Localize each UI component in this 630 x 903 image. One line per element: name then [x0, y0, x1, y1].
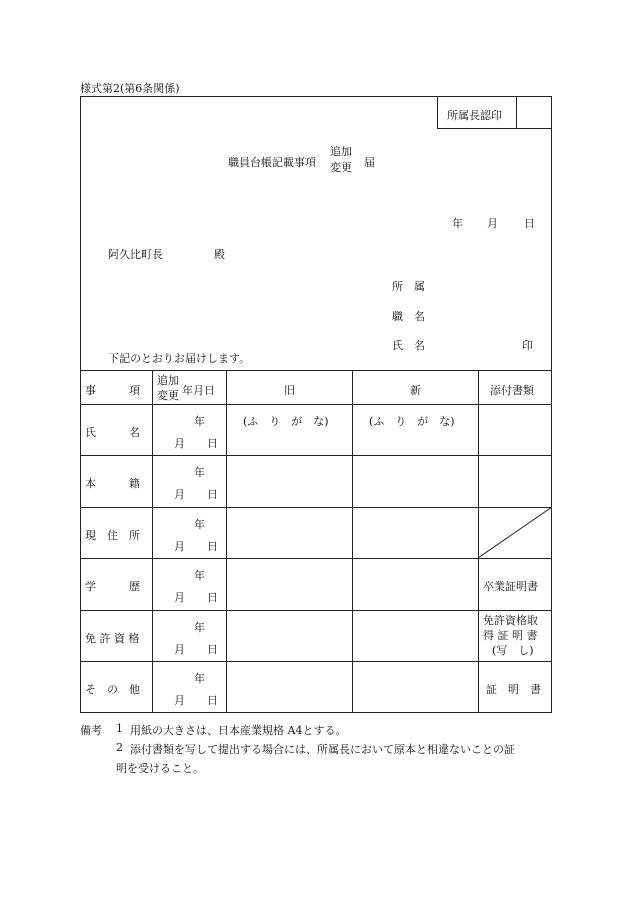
date-year: 年: [452, 217, 463, 230]
addressee-name: 阿久比町長: [108, 248, 163, 261]
furigana-new: (ふ り が な): [369, 415, 455, 428]
attach-graduation-cert: 卒業証明書: [483, 580, 538, 593]
row-divider-3: [80, 558, 552, 559]
row-label-domicile: 本 籍: [85, 477, 140, 490]
title-option-add: 追加: [330, 145, 352, 158]
row-divider-1: [80, 455, 552, 456]
form-title: 職員台帳記載事項: [228, 156, 316, 169]
row-date-monthday: 月 日: [174, 488, 218, 501]
row-date-monthday: 月 日: [174, 694, 218, 707]
row-divider-header: [80, 404, 552, 405]
row-date-monthday: 月 日: [174, 540, 218, 553]
row-label-name: 氏 名: [85, 426, 140, 439]
attach-certificate: 証 明 書: [486, 683, 541, 696]
attach-license-cert-line2: 得 証 明 書: [483, 629, 538, 642]
title-option-change: 変更: [330, 161, 352, 174]
approval-label: 所属長認印: [447, 109, 502, 122]
header-date-suffix: 年月日: [182, 384, 215, 397]
attach-license-cert-line1: 免許資格取: [483, 614, 538, 627]
seal-mark: 印: [522, 339, 533, 352]
row-date-year: 年: [194, 569, 205, 582]
row-label-education: 学 歴: [85, 580, 140, 593]
row-label-other: そ の 他: [85, 683, 140, 696]
date-day: 日: [524, 217, 535, 230]
note-2-line-1: 添付書類を写して提出する場合には、所属長において原本と相違ないことの証: [130, 743, 515, 756]
row-date-year: 年: [194, 518, 205, 531]
note-1-number: 1: [116, 722, 123, 735]
notes-label: 備考: [80, 724, 102, 737]
row-label-address: 現 住 所: [85, 529, 140, 542]
applicant-post-label: 職 名: [392, 310, 425, 323]
attach-license-cert-line3: (写 し): [492, 644, 534, 657]
furigana-old: (ふ り が な): [243, 415, 329, 428]
row-divider-5: [80, 661, 552, 662]
applicant-name-label: 氏 名: [392, 339, 425, 352]
header-old: 旧: [284, 384, 295, 397]
row-date-year: 年: [194, 466, 205, 479]
row-date-monthday: 月 日: [174, 437, 218, 450]
note-1: 用紙の大きさは、日本産業規格 A4とする。: [130, 724, 347, 737]
header-new: 新: [410, 384, 421, 397]
intro-text: 下記のとおりお届けします。: [108, 352, 251, 365]
row-date-year: 年: [194, 621, 205, 634]
header-item: 事 項: [85, 384, 140, 397]
not-applicable-diagonal: [478, 507, 552, 558]
form-number: 様式第2(第6条関係): [80, 82, 180, 95]
form-header-box: [80, 96, 552, 371]
row-date-year: 年: [194, 672, 205, 685]
addressee-honorific: 殿: [214, 248, 225, 261]
note-2-number: 2: [116, 741, 123, 754]
note-2-line-2: 明を受けること。: [116, 762, 204, 775]
row-date-monthday: 月 日: [174, 591, 218, 604]
row-divider-4: [80, 610, 552, 611]
approval-divider: [516, 96, 517, 129]
row-date-year: 年: [194, 415, 205, 428]
header-date-prefix-change: 変更: [157, 389, 179, 402]
date-month: 月: [487, 217, 498, 230]
row-label-license: 免 許 資 格: [85, 632, 140, 645]
header-attachments: 添付書類: [490, 384, 534, 397]
row-date-monthday: 月 日: [174, 643, 218, 656]
applicant-dept-label: 所 属: [392, 280, 425, 293]
title-suffix: 届: [364, 156, 375, 169]
header-date-prefix-add: 追加: [157, 374, 179, 387]
